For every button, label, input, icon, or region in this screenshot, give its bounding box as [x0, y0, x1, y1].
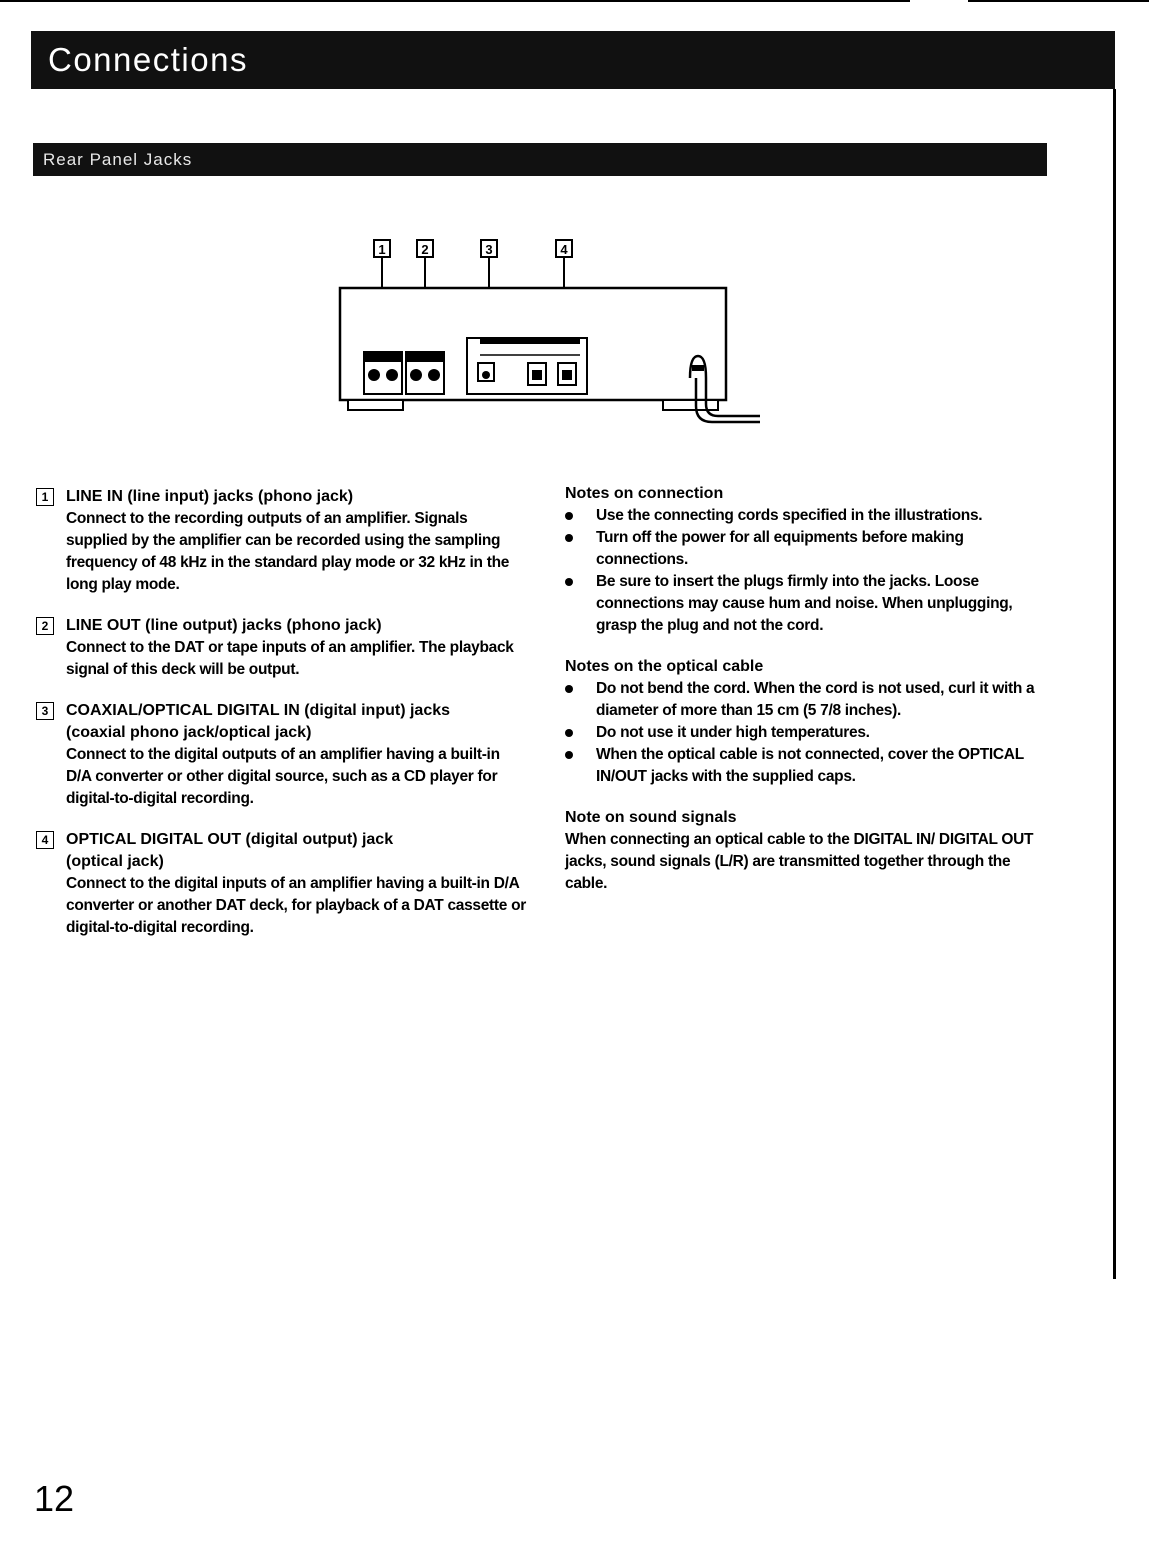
jack-item-3	[36, 700, 526, 810]
jack-descriptions	[36, 486, 526, 958]
item-heading-3: COAXIAL/OPTICAL DIGITAL IN (digital input) jacks	[66, 702, 451, 719]
jack-item-1	[36, 486, 526, 596]
item-subheading-3: (coaxial phono jack/optical jack)	[66, 724, 312, 741]
notes-connection-bullet: Use the connecting cords specified in the illustrations.	[565, 505, 1055, 527]
jack-item-2	[36, 615, 526, 681]
item-number-2: 2	[36, 617, 54, 635]
top-rule-right	[968, 0, 1149, 2]
notes-connection-heading: Notes on connection	[565, 485, 724, 502]
section-title: Rear Panel Jacks	[43, 150, 193, 169]
jack-item-4	[36, 829, 526, 939]
item-body-4: Connect to the digital inputs of an amplifier having a built-in D/A converter or another DAT deck, for playback of a DAT cassette or digital-to-digital recording.	[66, 875, 526, 936]
item-number-1: 1	[36, 488, 54, 506]
callout-2-label: 2	[421, 242, 429, 257]
item-number-3: 3	[36, 702, 54, 720]
notes-optical-bullet: When the optical cable is not connected, cover the OPTICAL IN/OUT jacks with the supplied caps.	[565, 744, 1055, 788]
callout-4-label: 4	[560, 242, 568, 257]
callout-4	[556, 240, 572, 257]
notes-connection	[565, 483, 1055, 637]
item-heading-1: LINE IN (line input) jacks (phono jack)	[66, 488, 354, 505]
item-number-4: 4	[36, 831, 54, 849]
notes-connection-bullet: Turn off the power for all equipments before making connections.	[565, 527, 1055, 571]
callout-2	[417, 240, 433, 257]
item-body-1: Connect to the recording outputs of an amplifier. Signals supplied by the amplifier can be recorded using the sampling frequency of 48 kHz in the standard play mode or 32 kHz in the long play mode.	[66, 510, 510, 593]
rear-panel-diagram	[330, 228, 780, 438]
notes-connection-bullet: Be sure to insert the plugs firmly into the jacks. Loose connections may cause hum and noise. When unplugging, grasp the plug and not the cord.	[565, 571, 1055, 637]
callout-1	[374, 240, 390, 257]
notes-optical-bullet: Do not bend the cord. When the cord is not used, curl it with a diameter of more than 15 cm (5 7/8 inches).	[565, 678, 1055, 722]
title-bar	[31, 31, 1115, 89]
top-rule	[0, 0, 910, 2]
callout-3-label: 3	[485, 242, 493, 257]
note-sound-heading: Note on sound signals	[565, 809, 737, 826]
notes-optical	[565, 656, 1055, 788]
item-subheading-4: (optical jack)	[66, 853, 164, 870]
right-margin-rule	[1113, 89, 1116, 1279]
notes-column	[565, 483, 1055, 914]
page-number: 12	[34, 1478, 75, 1519]
notes-optical-heading: Notes on the optical cable	[565, 658, 764, 675]
callout-3	[481, 240, 497, 257]
section-bar	[33, 143, 1047, 176]
page-title: Connections	[48, 41, 248, 78]
notes-optical-bullet: Do not use it under high temperatures.	[565, 722, 1055, 744]
note-sound-body: When connecting an optical cable to the DIGITAL IN/ DIGITAL OUT jacks, sound signals (L/R) are transmitted together through the cable.	[565, 831, 1034, 892]
note-sound	[565, 807, 1055, 895]
item-heading-2: LINE OUT (line output) jacks (phono jack)	[66, 617, 382, 634]
item-body-3: Connect to the digital outputs of an amplifier having a built-in D/A converter or other digital source, such as a CD player for digital-to-digital recording.	[66, 746, 500, 807]
callout-1-label: 1	[378, 242, 386, 257]
item-heading-4: OPTICAL DIGITAL OUT (digital output) jack	[66, 831, 394, 848]
item-body-2: Connect to the DAT or tape inputs of an amplifier. The playback signal of this deck will be output.	[66, 639, 514, 678]
